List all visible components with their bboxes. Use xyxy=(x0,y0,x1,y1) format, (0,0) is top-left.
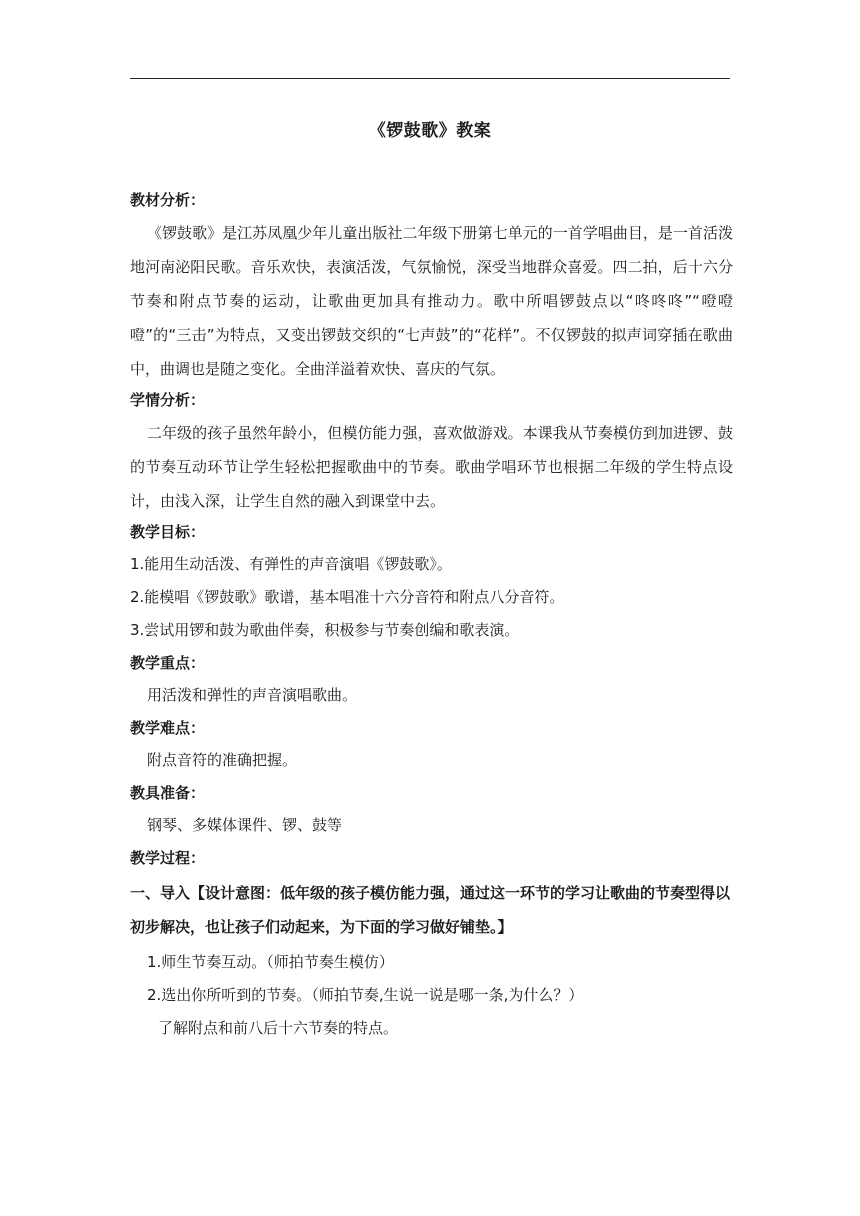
goal-item: 3.尝试用锣和鼓为歌曲伴奏，积极参与节奏创编和歌表演。 xyxy=(130,621,520,639)
header-rule xyxy=(130,78,730,79)
goal-item: 1.能用生动活泼、有弹性的声音演唱《锣鼓歌》。 xyxy=(130,555,452,573)
process-note: 了解附点和前八后十六节奏的特点。 xyxy=(158,1019,399,1037)
section-heading-material: 教材分析： xyxy=(130,191,206,209)
student-analysis-paragraph: 二年级的孩子虽然年龄小，但模仿能力强，喜欢做游戏。本课我从节奏模仿到加进锣、鼓的节奏互动环节让学生轻松把握歌曲中的节奏。歌曲学唱环节也根据二年级的学生特点设计，由浅入深，让学生自然的融入到课堂中去。 xyxy=(130,424,733,510)
material-analysis-paragraph: 《锣鼓歌》是江苏凤凰少年儿童出版社二年级下册第七单元的一首学唱曲目，是一首活泼地河南泌阳民歌。音乐欢快，表演活泼，气氛愉悦，深受当地群众喜爱。四二拍，后十六分节奏和附点节奏的运动，让歌曲更加具有推动力。歌中所唱锣鼓点以“咚咚咚”“噔噔噔”的“三击”为特点，又变出锣鼓交织的“七声鼓”的“花样”。不仅锣鼓的拟声词穿插在歌曲中，曲调也是随之变化。全曲洋溢着欢快、喜庆的气氛。 xyxy=(130,224,733,378)
tools-text: 钢琴、多媒体课件、锣、鼓等 xyxy=(147,816,343,834)
goal-item: 2.能模唱《锣鼓歌》歌谱，基本唱准十六分音符和附点八分音符。 xyxy=(130,588,565,606)
process-step-intro: 一、导入【设计意图：低年级的孩子模仿能力强，通过这一环节的学习让歌曲的节奏型得以初步解决，也让孩子们动起来，为下面的学习做好铺垫。】 xyxy=(130,884,731,936)
section-heading-key-point: 教学重点： xyxy=(130,654,206,672)
key-point-text: 用活泼和弹性的声音演唱歌曲。 xyxy=(147,686,358,704)
process-item: 1.师生节奏互动。（师拍节奏生模仿） xyxy=(147,953,394,971)
section-heading-process: 教学过程： xyxy=(130,849,206,867)
document-body xyxy=(130,190,733,1051)
document-title: 《锣鼓歌》教案 xyxy=(368,121,492,141)
section-heading-students: 学情分析： xyxy=(130,391,206,409)
difficulty-text: 附点音符的准确把握。 xyxy=(147,751,298,769)
section-heading-tools: 教具准备： xyxy=(130,784,206,802)
section-heading-goals: 教学目标： xyxy=(130,523,206,541)
section-heading-difficulty: 教学难点： xyxy=(130,719,206,737)
process-item: 2.选出你所听到的节奏。（师拍节奏,生说一说是哪一条,为什么？） xyxy=(147,986,584,1004)
